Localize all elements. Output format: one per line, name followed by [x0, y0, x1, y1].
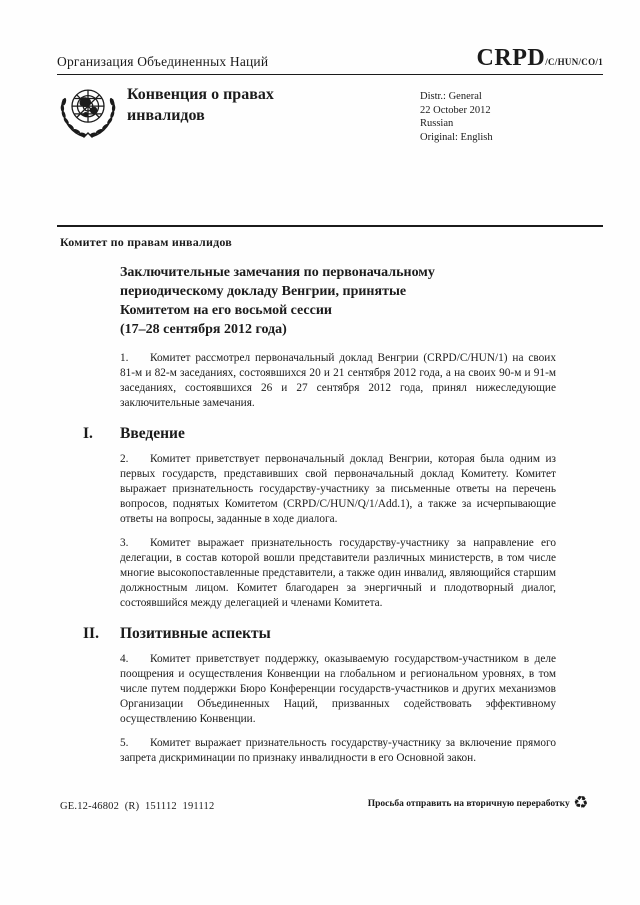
paragraph-number: 1. [120, 352, 129, 364]
document-body [83, 263, 556, 766]
section-numeral: I. [83, 425, 93, 442]
document-symbol [477, 46, 603, 70]
distr-date: 22 October 2012 [420, 104, 491, 116]
paragraph-5 [120, 736, 556, 766]
convention-title: Конвенция о правах инвалидов [127, 86, 274, 124]
paragraph-text: Комитет выражает признательность государству-участнику за включение прямого запрета дискриминации по признаку инвалидности в его Основной закон. [120, 737, 556, 764]
document-title-main: Заключительные замечания по первоначальному периодическому докладу Венгрии, принятые Комитетом на его восьмой сессии [120, 265, 435, 318]
section-heading-text: Позитивные аспекты [120, 625, 271, 642]
distr-language: Russian [420, 118, 454, 129]
distribution-block [420, 90, 493, 144]
committee-name: Комитет по правам инвалидов [60, 235, 232, 249]
paragraph-number: 3. [120, 537, 129, 549]
paragraph-2 [120, 452, 556, 527]
document-title [120, 263, 468, 339]
paragraph-1 [120, 351, 556, 411]
paragraph-number: 2. [120, 453, 129, 465]
document-title-dates: (17–28 сентября 2012 года) [120, 322, 287, 337]
paragraph-text: Комитет рассмотрел первоначальный доклад Венгрии (CRPD/C/HUN/1) на своих 81-м и 82-м заседаниях, состоявшихся 20 и 21 сентября 2012 года, а на своих 90-м и 91-м заседаниях, состоявшихся 26 и 27 сентября 2012 года, принял нижеследующие заключительные замечания. [120, 352, 556, 409]
document-symbol-suffix: /C/HUN/CO/1 [545, 57, 603, 67]
section-numeral: II. [83, 625, 99, 642]
recycle-icon: ♻ [571, 792, 590, 814]
distr-original: Original: English [420, 131, 493, 143]
masthead-divider [57, 225, 603, 227]
recycle-notice [367, 792, 590, 814]
section-heading-positive-aspects [83, 624, 556, 644]
paragraph-number: 4. [120, 653, 129, 665]
section-heading-introduction [83, 424, 556, 444]
job-number: GE.12-46802 (R) 151112 191112 [60, 801, 215, 812]
paragraph-3 [120, 536, 556, 611]
distr-line: Distr.: General [420, 91, 482, 102]
paragraph-number: 5. [120, 737, 129, 749]
recycle-text: Просьба отправить на вторичную переработку [367, 798, 570, 809]
paragraph-text: Комитет выражает признательность государству-участнику за направление его делегации, в состав которой вошли представители различных министерств, в том числе многие высокопоставленные представители, а также один инвалид, являющийся старшим должностным лицом. Комитет благодарен за энергичный и плодотворный диалог, состоявшийся между делегацией и членами Комитета. [120, 537, 556, 609]
paragraph-text: Комитет приветствует первоначальный доклад Венгрии, которая была одним из первых государств, представивших свой первоначальный доклад Комитету. Комитет выражает признательность государству-участнику за письменные ответы на перечень вопросов, поднятых Комитетом (CRPD/C/HUN/Q/1/Add.1), а также за исчерпывающие ответы на вопросы, заданные в ходе диалога. [120, 453, 556, 525]
org-name: Организация Объединенных Наций [57, 54, 269, 69]
document-symbol-main: CRPD [476, 45, 546, 71]
un-emblem-icon [56, 79, 120, 141]
section-heading-text: Введение [120, 425, 185, 442]
paragraph-text: Комитет приветствует поддержку, оказываемую государством-участником в деле поощрения и осуществления Конвенции на глобальном и региональном уровнях, в том числе путем поддержки Бюро Конференции государств-участников и других механизмов Организации Объединенных Наций, призванных содействовать эффективному осуществлению Конвенции. [120, 653, 556, 725]
page-header [57, 46, 603, 75]
paragraph-4 [120, 652, 556, 727]
